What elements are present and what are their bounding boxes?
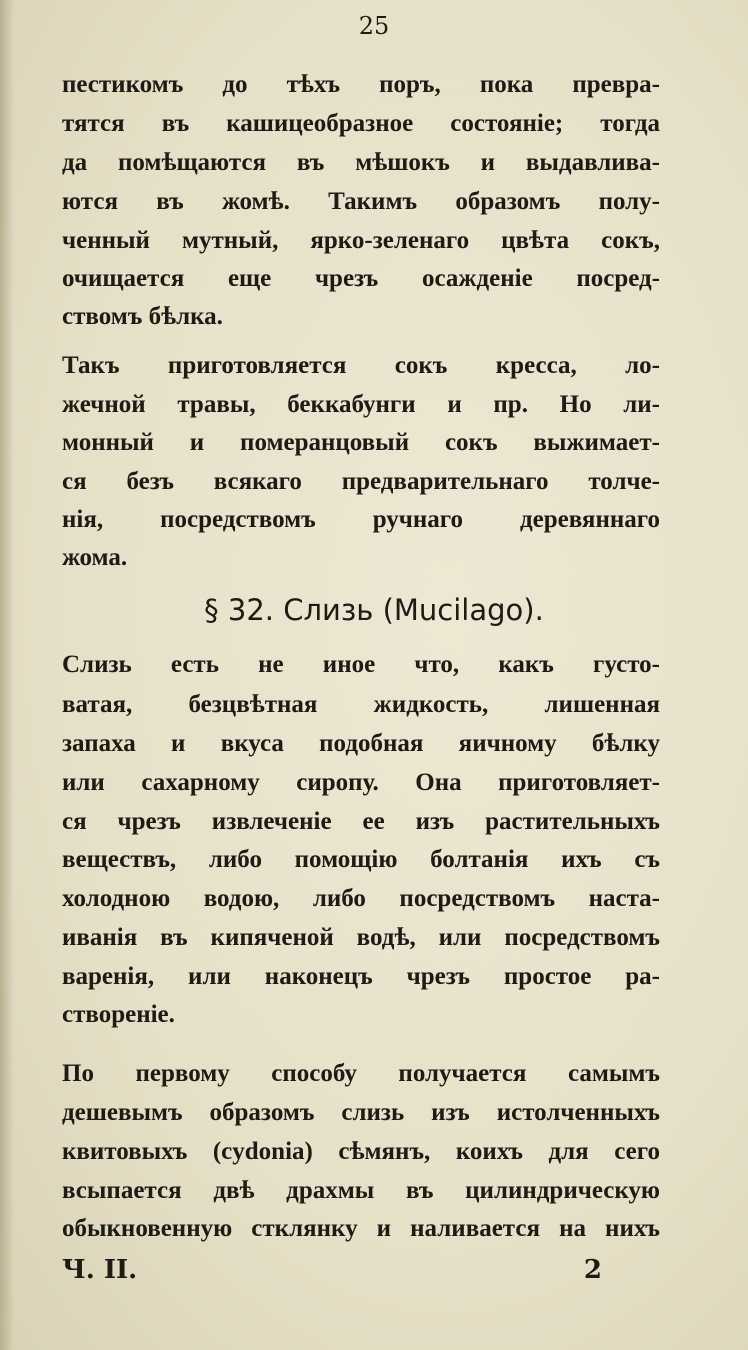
text-line: да помѣщаются въ мѣшокъ и выдавлива- <box>62 149 660 176</box>
text-line: ствомъ бѣлка. <box>62 303 223 330</box>
text-line: веществъ, либо помощiю болтанiя ихъ съ <box>62 846 660 873</box>
text-line: Слизь есть не иное что, какъ густо- <box>62 651 660 678</box>
page-number: 25 <box>358 12 390 40</box>
page-footer <box>62 1250 602 1290</box>
text-line: нiя, посредствомъ ручнаго деревяннаго <box>62 506 660 533</box>
text-line: ся безъ всякаго предварительнаго толче- <box>62 468 660 495</box>
text-line: иванiя въ кипяченой водѣ, или посредствомъ <box>62 924 660 951</box>
text-line: ченный мутный, ярко-зеленаго цвѣта сокъ, <box>62 227 660 254</box>
text-line: створенiе. <box>62 1001 175 1028</box>
text-line: обыкновенную стклянку и наливается на нихъ <box>62 1215 660 1242</box>
text-line: запаха и вкуса подобная яичному бѣлку <box>62 730 660 757</box>
text-line: или сахарному сиропу. Она приготовляет- <box>62 769 660 796</box>
text-line: дешевымъ образомъ слизь изъ истолченныхъ <box>62 1099 660 1126</box>
section-heading: § 32. Слизь (Mucilago). <box>204 593 544 627</box>
text-line: ватая, безцвѣтная жидкость, лишенная <box>62 691 660 718</box>
text-line: холодною водою, либо посредствомъ наста- <box>62 885 660 912</box>
text-line: ся чрезъ извлеченiе ее изъ растительныхъ <box>62 808 660 835</box>
text-line: По первому способу получается самымъ <box>62 1060 660 1087</box>
text-line: варенiя, или наконецъ чрезъ простое ра- <box>62 963 660 990</box>
text-line: всыпается двѣ драхмы въ цилиндрическую <box>62 1177 660 1204</box>
text-line: жома. <box>62 544 128 571</box>
text-line: Такъ приготовляется сокъ кресса, ло- <box>62 352 660 379</box>
sheet-number: 2 <box>583 1255 602 1285</box>
text-line: монный и померанцовый сокъ выжимает- <box>62 429 660 456</box>
text-line: пестикомъ до тѣхъ поръ, пока превра- <box>62 71 660 98</box>
text-line: тятся въ кашицеобразное состоянiе; тогда <box>62 110 660 137</box>
text-line: ются въ жомѣ. Такимъ образомъ полу- <box>62 188 660 215</box>
text-line: очищается еще чрезъ осажденiе посред- <box>62 265 660 292</box>
text-line: жечной травы, беккабунги и пр. Но ли- <box>62 391 660 418</box>
text-line: квитовыхъ (cydonia) сѣмянъ, коихъ для сего <box>62 1138 660 1165</box>
volume-signature: Ч. II. <box>62 1255 138 1285</box>
page-gutter-shadow <box>0 0 14 1350</box>
